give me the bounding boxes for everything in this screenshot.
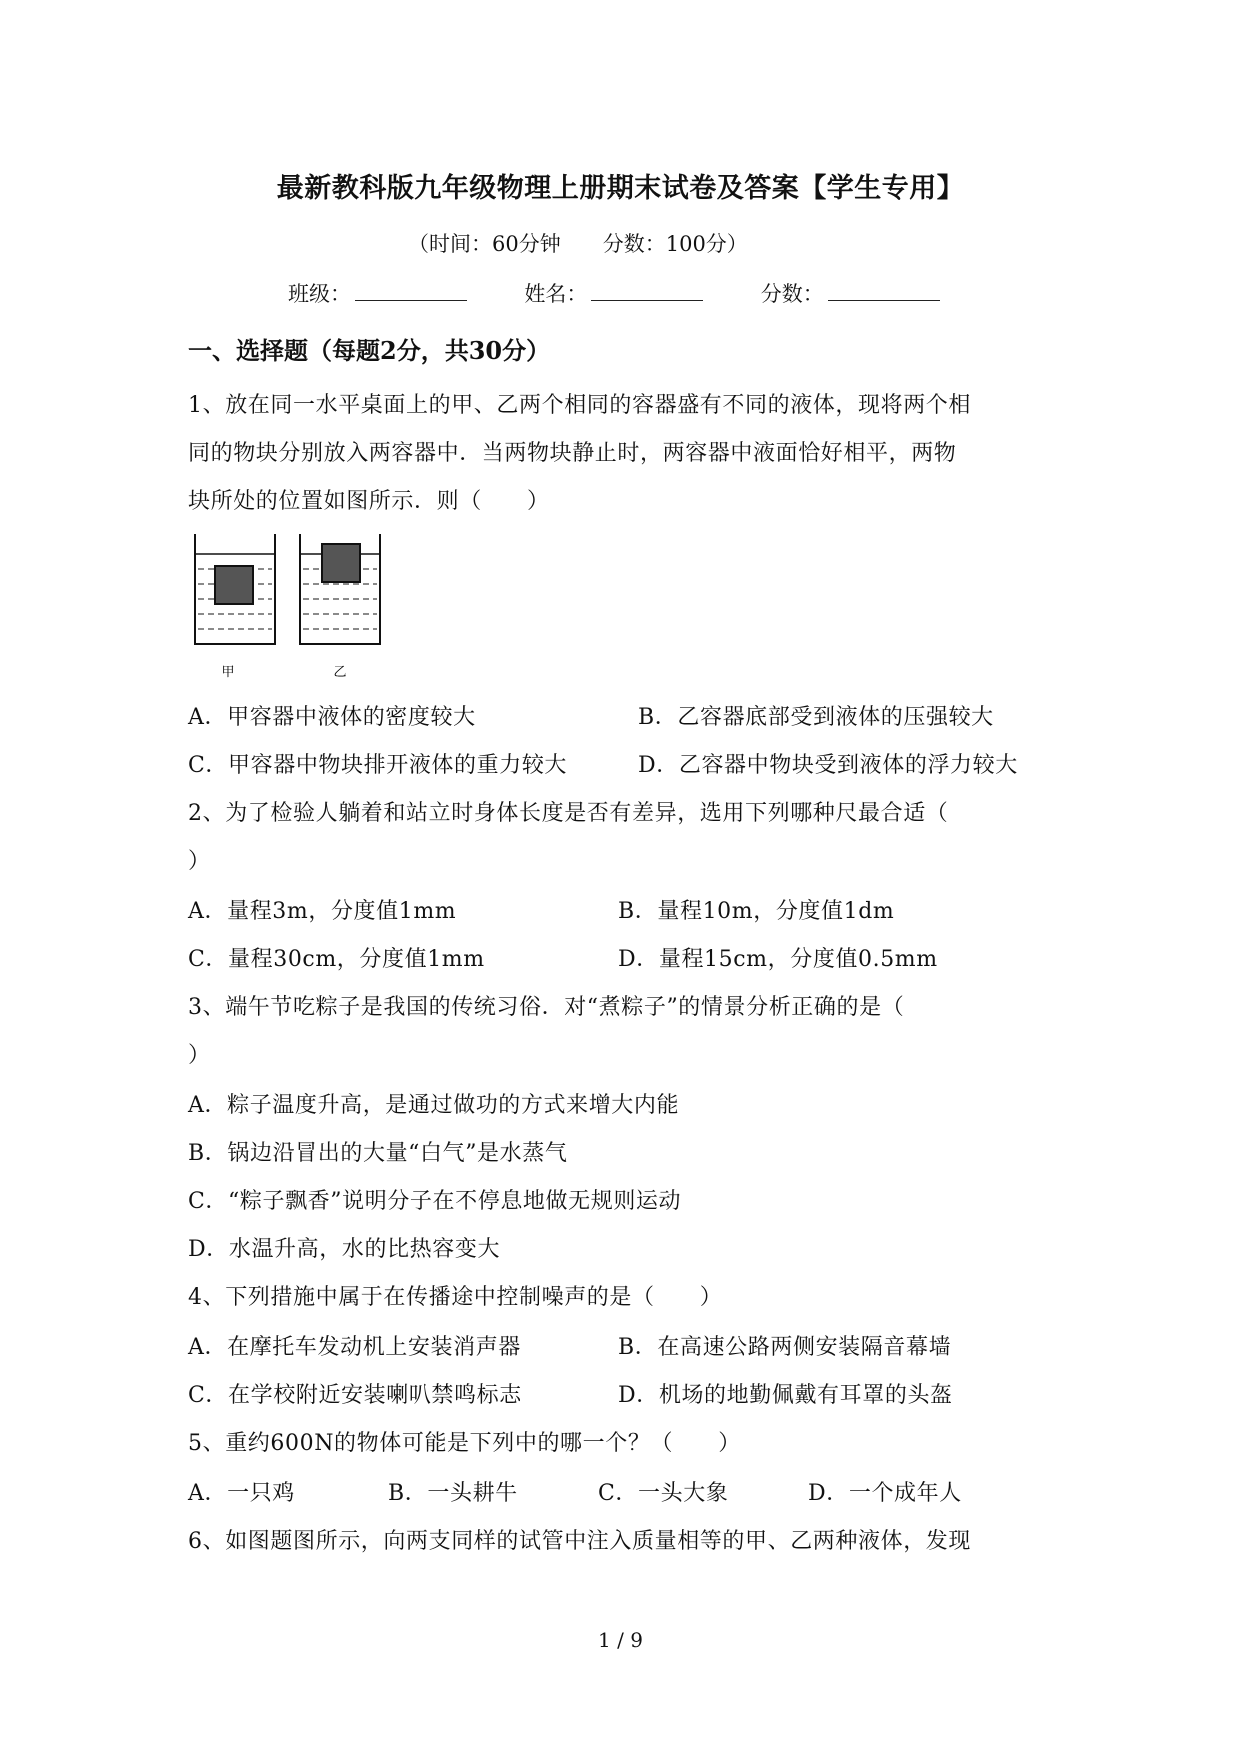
containers-figure <box>190 532 400 682</box>
score-field-blank[interactable] <box>828 282 940 301</box>
question-2-option-a[interactable]: A．量程3m，分度值1mm <box>188 899 457 924</box>
question-2-option-d[interactable]: D．量程15cm，分度值0.5mm <box>618 947 938 972</box>
question-1-line-2: 同的物块分别放入两容器中．当两物块静止时，两容器中液面恰好相平，两物 <box>188 441 957 466</box>
page-number: 1 / 9 <box>598 1628 643 1652</box>
block-yi <box>322 544 360 582</box>
question-5-option-c[interactable]: C．一头大象 <box>598 1481 729 1506</box>
question-2-line-2: ） <box>188 849 211 874</box>
question-5-option-a[interactable]: A．一只鸡 <box>188 1481 295 1506</box>
question-5-option-b[interactable]: B．一头耕牛 <box>388 1481 518 1506</box>
name-field-blank[interactable] <box>591 282 703 301</box>
question-1-option-c[interactable]: C．甲容器中物块排开液体的重力较大 <box>188 753 568 778</box>
class-field-label: 班级： <box>288 282 351 306</box>
question-5-text: 5、重约600N的物体可能是下列中的哪一个？（ ） <box>188 1431 741 1456</box>
score-field-label: 分数： <box>760 282 824 306</box>
question-3-option-c[interactable]: C．“粽子飘香”说明分子在不停息地做无规则运动 <box>188 1189 682 1214</box>
question-1-line-3: 块所处的位置如图所示．则（ ） <box>188 489 550 514</box>
question-1-option-b[interactable]: B．乙容器底部受到液体的压强较大 <box>638 705 994 730</box>
question-1-line-1: 1、放在同一水平桌面上的甲、乙两个相同的容器盛有不同的液体，现将两个相 <box>188 393 971 418</box>
question-3-option-d[interactable]: D．水温升高，水的比热容变大 <box>188 1237 501 1262</box>
name-field-label: 姓名： <box>524 282 588 306</box>
class-field-blank[interactable] <box>355 282 467 301</box>
figure-label-yi: 乙 <box>333 665 347 680</box>
section-1-title: 一、选择题（每题2分，共30分） <box>188 336 551 365</box>
question-3-line-1: 3、端午节吃粽子是我国的传统习俗．对“煮粽子”的情景分析正确的是（ <box>188 995 905 1020</box>
figure-label-jia: 甲 <box>221 665 235 680</box>
question-2-line-1: 2、为了检验人躺着和站立时身体长度是否有差异，选用下列哪种尺最合适（ <box>188 801 949 826</box>
time-score-info: （时间：60分钟 分数：100分） <box>408 232 748 256</box>
question-5-option-d[interactable]: D．一个成年人 <box>808 1481 962 1506</box>
question-3-option-a[interactable]: A．粽子温度升高，是通过做功的方式来增大内能 <box>188 1093 680 1118</box>
question-4-option-b[interactable]: B．在高速公路两侧安装隔音幕墙 <box>618 1335 952 1360</box>
question-6-text: 6、如图题图所示，向两支同样的试管中注入质量相等的甲、乙两种液体，发现 <box>188 1529 971 1554</box>
question-4-option-d[interactable]: D．机场的地勤佩戴有耳罩的头盔 <box>618 1383 953 1408</box>
question-2-option-b[interactable]: B．量程10m，分度值1dm <box>618 899 895 924</box>
question-4-text: 4、下列措施中属于在传播途中控制噪声的是（ ） <box>188 1285 723 1310</box>
container-jia <box>195 534 275 644</box>
page-title: 最新教科版九年级物理上册期末试卷及答案【学生专用】 <box>276 173 965 204</box>
question-4-option-a[interactable]: A．在摩托车发动机上安装消声器 <box>188 1335 521 1360</box>
question-4-option-c[interactable]: C．在学校附近安装喇叭禁鸣标志 <box>188 1383 522 1408</box>
question-2-option-c[interactable]: C．量程30cm，分度值1mm <box>188 947 485 972</box>
question-3-line-2: ） <box>188 1043 211 1068</box>
question-1-option-a[interactable]: A．甲容器中液体的密度较大 <box>188 705 476 730</box>
student-info-fields <box>288 278 940 308</box>
container-yi <box>300 534 380 644</box>
block-jia <box>215 566 253 604</box>
question-1-option-d[interactable]: D．乙容器中物块受到液体的浮力较大 <box>638 753 1018 778</box>
question-3-option-b[interactable]: B．锅边沿冒出的大量“白气”是水蒸气 <box>188 1141 568 1166</box>
